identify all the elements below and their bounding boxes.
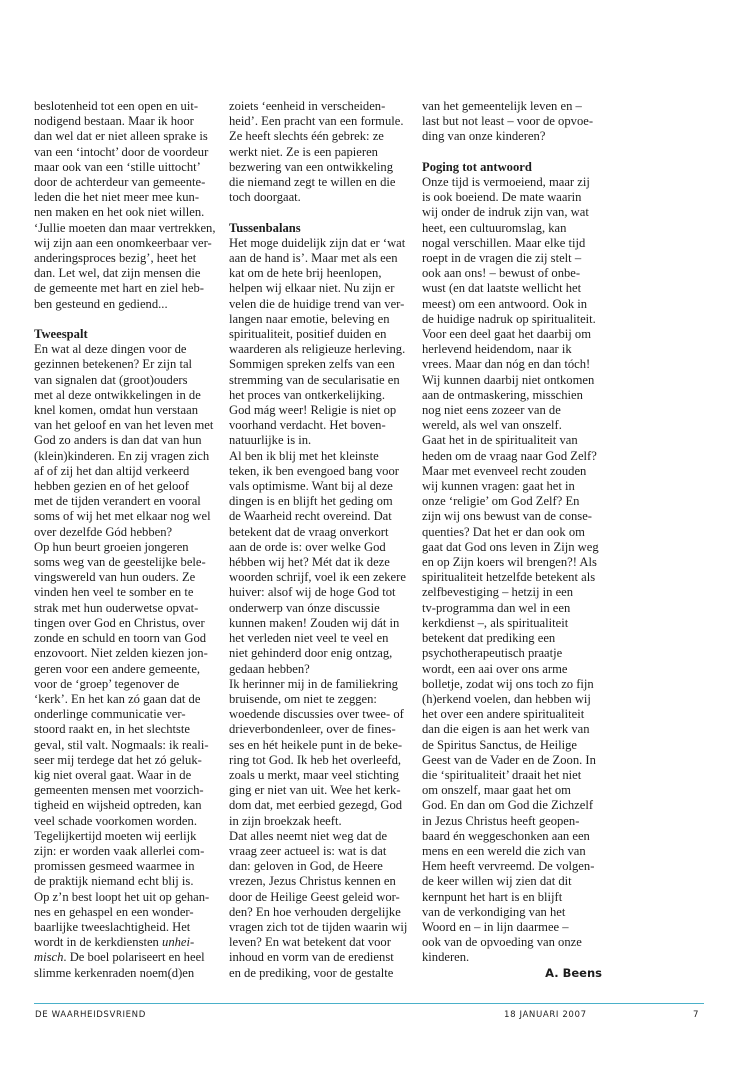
text-line: ben gesteund en gediend... — [34, 296, 168, 311]
text-line: hebben gezien en of het geloof — [34, 479, 189, 494]
text-line: tv-programma dan wel in een — [422, 600, 571, 615]
text-line: nes en gehaspel en een wonder- — [34, 904, 194, 919]
text-line: om onszelf, maar gaat het om — [422, 783, 571, 798]
text-line: drieverbondenleer, over de fines- — [229, 722, 396, 737]
text-line: af of zij het dan altijd verkeerd — [34, 463, 190, 478]
text-line: God mág weer! Religie is niet op — [229, 403, 397, 418]
text-line: vrezen, Jezus Christus kennen en — [229, 874, 396, 889]
text-line: Ze heeft slechts één gebrek: ze — [229, 129, 384, 144]
text-line: wij onder de indruk zijn van, wat — [422, 205, 589, 220]
italic-text: unhei- — [162, 935, 195, 950]
text-line: vraag zeer actueel is: wat is dat — [229, 843, 387, 858]
publication-name: DE WAARHEIDSVRIEND — [35, 1010, 146, 1020]
text-line: wereld, als wel van onszelf. — [422, 418, 562, 433]
text-line: ding van onze kinderen? — [422, 129, 546, 144]
text-line: strak met hun ouderwetse opvat- — [34, 600, 199, 615]
text-line: het verleden niet veel te veel en — [229, 631, 389, 646]
text-line: zoiets ‘eenheid in verscheiden- — [229, 99, 386, 113]
text-line: wij zijn aan een onomkeerbaar ver- — [34, 235, 212, 250]
text-line: waarderen als religieuze herleving. — [229, 342, 406, 357]
text-segment: wordt in de kerkdiensten — [34, 935, 163, 950]
article-column-2 — [229, 99, 417, 981]
text-line: Tussenbalans — [229, 220, 301, 235]
text-line: woorden schrijf, voel ik een zekere — [229, 570, 406, 585]
text-line: dom dat, met eerbied gezegd, God — [229, 798, 403, 813]
text-line: soms of wij het met elkaar nog wel — [34, 509, 211, 524]
section-heading — [34, 327, 222, 342]
text-line: de huidige nadruk op spiritualiteit. — [422, 311, 596, 326]
text-line: die ‘spiritualiteit’ draait het niet — [422, 767, 582, 782]
text-line: zijn wij ons bewust van de conse- — [422, 509, 592, 524]
text-line: bruisende, om niet te zeggen: — [229, 691, 377, 706]
text-line: is ook boeiend. De mate waarin — [422, 190, 582, 205]
text-line: nog niet eens zozeer van de — [422, 403, 561, 418]
text-line — [34, 935, 222, 950]
text-line: En wat al deze dingen voor de — [34, 342, 187, 357]
article-column-1 — [34, 99, 222, 981]
text-segment: . De boel polariseert en heel — [63, 950, 205, 965]
text-line: voorhand verdacht. Het boven- — [229, 418, 386, 433]
text-line: velen die de huidige trend van ver- — [229, 296, 405, 311]
text-line: Wij kunnen daarbij niet ontkomen — [422, 372, 595, 387]
text-line: psychotherapeutisch praatje — [422, 646, 563, 661]
text-line: de Waarheid recht overeind. Dat — [229, 509, 392, 524]
text-line: meest) om een antwoord. Ook in — [422, 296, 588, 311]
text-line: teken, ik ben evengoed bang voor — [229, 463, 399, 478]
text-line: helpen wij elkaar niet. Nu zijn er — [229, 281, 395, 296]
text-line: het proces van ontkerkelijking. — [229, 387, 385, 402]
text-line: hébben wij het? Mét dat ik deze — [229, 555, 390, 570]
text-line: kunnen maken! Zouden wij dát in — [229, 615, 400, 630]
text-line: betekent dat de vraag onverkort — [229, 524, 389, 539]
text-line: die niemand zegt te willen en die — [229, 175, 396, 190]
text-line: ring tot God. Ik heb het overleefd, — [229, 752, 402, 767]
text-line: het over een andere spiritualiteit — [422, 707, 585, 722]
text-line: de keer willen wij zien dat dit — [422, 874, 572, 889]
text-line: God. En dan om God die Zichzelf — [422, 798, 594, 813]
text-line: Onze tijd is vermoeiend, maar zij — [422, 175, 590, 189]
text-line: kernpunt het hart is en blijft — [422, 889, 563, 904]
text-line: de praktijk niemand echt blij is. — [34, 874, 194, 889]
text-line: ook aan ons! – bewust of onbe- — [422, 266, 581, 281]
text-line: spiritualiteit hetzelfde betekent als — [422, 570, 596, 585]
text-line: nen maken en het ook niet willen. — [34, 205, 205, 220]
text-line: Het moge duidelijk zijn dat er ‘wat — [229, 235, 406, 250]
text-line: herlevend heidendom, naar ik — [422, 342, 572, 357]
text-line: werkt niet. Ze is een papieren — [229, 144, 378, 159]
text-line: zelfbevestiging – hetzij in een — [422, 585, 574, 600]
text-line: Dat alles neemt niet weg dat de — [229, 828, 388, 843]
text-line: seer mij terdege dat het zó geluk- — [34, 752, 202, 767]
text-line: tigheid en wijsheid optreden, kan — [34, 798, 202, 813]
text-line: knel komen, omdat hun verstaan — [34, 403, 199, 418]
text-line: den? En hoe verhouden dergelijke — [229, 904, 401, 919]
paragraph — [229, 236, 417, 981]
text-line: en de prediking, voor de gestalte — [229, 965, 394, 980]
text-line: promissen gesmeed waarmee in — [34, 859, 195, 874]
text-line: heet, een cultuuromslag, kan — [422, 220, 567, 235]
text-line: stremming van de secularisatie en — [229, 372, 400, 387]
text-line: gemeenten mensen met voorzich- — [34, 783, 204, 798]
paragraph — [229, 99, 417, 205]
text-line: gaat dat God ons leven in Zijn weg — [422, 539, 599, 554]
text-line: in Jezus Christus heeft geopen- — [422, 813, 580, 828]
text-line: vals optimisme. Want bij al deze — [229, 479, 393, 494]
text-line: kerkdienst –, als spiritualiteit — [422, 615, 569, 630]
text-line: Ik herinner mij in de familiekring — [229, 676, 398, 691]
text-line: ses en hét heikele punt in de beke- — [229, 737, 403, 752]
text-line: door de achterdeur van gemeente- — [34, 175, 206, 190]
text-line: (klein)kinderen. En zij vragen zich — [34, 448, 210, 463]
text-line: de gemeente met hart en ziel heb- — [34, 281, 204, 296]
text-line: huiver: alsof wij de hoge God tot — [229, 585, 396, 600]
text-line: ‘kerk’. En het kan zó gaan dat de — [34, 691, 201, 706]
text-line: ook van de opvoeding van onze — [422, 935, 582, 950]
text-line: God zo anders is dan dat van hun — [34, 433, 202, 448]
text-line: Poging tot antwoord — [422, 159, 532, 174]
text-line: woedende discussies over twee- of — [229, 707, 404, 722]
text-line: Tweespalt — [34, 327, 88, 342]
text-line: last but not least – voor de opvoe- — [422, 114, 594, 129]
text-line: en op Zijn koers wil brengen?! Als — [422, 555, 597, 570]
text-line: wij kunnen vragen: gaat het in — [422, 479, 575, 494]
text-line: kat om de hete brij heenlopen, — [229, 266, 382, 281]
text-line: beslotenheid tot een open en uit- — [34, 99, 199, 113]
text-line: slimme kerkenraden noem(d)en — [34, 965, 195, 980]
text-line: dan. Let wel, dat zijn mensen die — [34, 266, 201, 281]
text-line: vinden hen veel te somber en te — [34, 585, 194, 600]
text-line: in zijn broekzak heeft. — [229, 813, 342, 828]
text-line: enzovoort. Niet zelden kiezen jon- — [34, 646, 208, 661]
issue-date: 18 JANUARI 2007 — [504, 1010, 587, 1020]
text-line: dan: geloven in God, de Heere — [229, 859, 383, 874]
text-line: wordt, een aai over ons arme — [422, 661, 568, 676]
text-line: geren voor een andere gemeente, — [34, 661, 201, 676]
text-line: Sommigen spreken zelfs van een — [229, 357, 395, 372]
text-line: met de tijden verandert en vooral — [34, 494, 201, 509]
text-line: van signalen dat (groot)ouders — [34, 372, 188, 387]
page-number: 7 — [693, 1010, 700, 1020]
text-line: van het geloof en van het leven met — [34, 418, 214, 433]
text-line: roept in de vragen die zij stelt – — [422, 251, 582, 266]
text-line: maar ook van een ‘stille uittocht’ — [34, 159, 201, 174]
text-line: geval, stil valt. Nogmaals: ik reali- — [34, 737, 209, 752]
text-line: Al ben ik blij met het kleinste — [229, 448, 379, 463]
text-line: dingen is en blijft het geding om — [229, 494, 393, 509]
text-line: baard én weggeschonken aan een — [422, 828, 590, 843]
text-line: over dezelfde Gód hebben? — [34, 524, 173, 539]
italic-text: misch — [34, 950, 64, 965]
text-line: bolletje, zodat wij ons toch zo fijn — [422, 676, 594, 691]
text-line: (h)erkend voelen, dan hebben wij — [422, 691, 591, 706]
text-line: vrees. Maar dan nóg en dan tóch! — [422, 357, 591, 372]
text-line: voor de ‘groep’ tegenover de — [34, 676, 180, 691]
text-line: heden om de vraag naar God Zelf? — [422, 448, 597, 463]
text-line: tingen over God en Christus, over — [34, 615, 205, 630]
text-line: dan die eigen is aan het werk van — [422, 722, 590, 737]
text-line: baarlijke tweeslachtigheid. Het — [34, 919, 191, 934]
text-line: vingswereld van hun ouders. Ze — [34, 570, 196, 585]
text-line: nodigend bestaan. Maar ik hoor — [34, 114, 194, 129]
text-line: langen naar emotie, beleving en — [229, 311, 390, 326]
text-line: de Spiritus Sanctus, de Heilige — [422, 737, 577, 752]
text-line: Voor een deel gaat het daarbij om — [422, 327, 592, 342]
text-line: ‘Jullie moeten dan maar vertrekken, — [34, 220, 216, 235]
paragraph-gap — [422, 145, 610, 160]
text-line: Tegelijkertijd moeten wij eerlijk — [34, 828, 197, 843]
text-line: Woord en – in lijn daarmee – — [422, 919, 569, 934]
text-line: heid’. Een pracht van een formule. — [229, 114, 404, 129]
text-line: aan de hand is’. Maar met als een — [229, 251, 398, 266]
text-line: anderingsproces bezig’, heet het — [34, 251, 197, 266]
text-line: van een ‘intocht’ door de voordeur — [34, 144, 209, 159]
paragraph — [34, 342, 222, 981]
text-line: A. Beens — [545, 965, 602, 980]
text-line: dan wel dat er niet alleen sprake is — [34, 129, 208, 144]
section-heading — [229, 221, 417, 236]
text-line: niet gehinderd door enig ontzag, — [229, 646, 393, 661]
text-line: ging er niet van uit. Wee het kerk- — [229, 783, 401, 798]
text-line: nogal verschillen. Maar elke tijd — [422, 235, 586, 250]
text-line: vragen zich tot de tijden waarin wij — [229, 919, 408, 934]
author-signature — [422, 966, 610, 981]
text-line: door de Heilige Geest geleid wor- — [229, 889, 400, 904]
text-line: natuurlijke is in. — [229, 433, 312, 448]
paragraph-gap — [34, 312, 222, 327]
text-line: van de verkondiging van het — [422, 904, 566, 919]
text-line: zonde en schuld en toorn van God — [34, 631, 207, 646]
section-heading — [422, 160, 610, 175]
text-line: Maar met evenveel recht zouden — [422, 463, 587, 478]
text-line: kig niet overal gaat. Waar in de — [34, 767, 192, 782]
text-line: onderwerp van ónze discussie — [229, 600, 380, 615]
text-line: zijn: er worden vaak allerlei com- — [34, 843, 205, 858]
text-line: Hem heeft vervreemd. De volgen- — [422, 859, 595, 874]
text-line: soms weg van de geestelijke bele- — [34, 555, 206, 570]
text-line: gedaan hebben? — [229, 661, 310, 676]
paragraph-gap — [229, 205, 417, 220]
text-line: zoals u merkt, maar veel stichting — [229, 767, 399, 782]
paragraph — [422, 99, 610, 145]
text-line: veel schade voorkomen worden. — [34, 813, 197, 828]
text-line: gezinnen betekenen? Er zijn tal — [34, 357, 193, 372]
text-line: spiritualiteit, positief duiden en — [229, 327, 387, 342]
text-line: stoord raakt en, in het slechtste — [34, 722, 190, 737]
footer-divider — [34, 1003, 704, 1004]
text-line: aan de ontmaskering, misschien — [422, 387, 583, 402]
text-line: onze ‘religie’ om God Zelf? En — [422, 494, 580, 509]
text-line: inhoud en vorm van de eredienst — [229, 950, 394, 965]
text-line — [34, 950, 222, 965]
text-line: onderlinge communicatie ver- — [34, 707, 186, 722]
text-line: Op z’n best loopt het uit op gehan- — [34, 889, 210, 904]
text-line: Geest van de Vader en de Zoon. In — [422, 752, 596, 767]
text-line: bezwering van een ontwikkeling — [229, 159, 394, 174]
text-line: quenties? Dat het er dan ook om — [422, 524, 585, 539]
text-line: leven? En wat betekent dat voor — [229, 935, 391, 950]
paragraph — [422, 175, 610, 966]
text-line: aan de orde is: over welke God — [229, 539, 386, 554]
text-line: Gaat het in de spiritualiteit van — [422, 433, 578, 448]
text-line: mens en een wereld die zich van — [422, 843, 586, 858]
paragraph — [34, 99, 222, 312]
text-line: toch doorgaat. — [229, 190, 301, 205]
article-column-3 — [422, 99, 610, 981]
text-line: met al deze ontwikkelingen in de — [34, 387, 201, 402]
text-line: betekent dat prediking een — [422, 631, 556, 646]
text-line: wust (en dat laatste wellicht het — [422, 281, 582, 296]
text-line: Op hun beurt groeien jongeren — [34, 539, 189, 554]
text-line: leden die het niet meer mee kun- — [34, 190, 200, 205]
text-line: van het gemeentelijk leven en – — [422, 99, 582, 113]
text-line: kinderen. — [422, 950, 470, 965]
